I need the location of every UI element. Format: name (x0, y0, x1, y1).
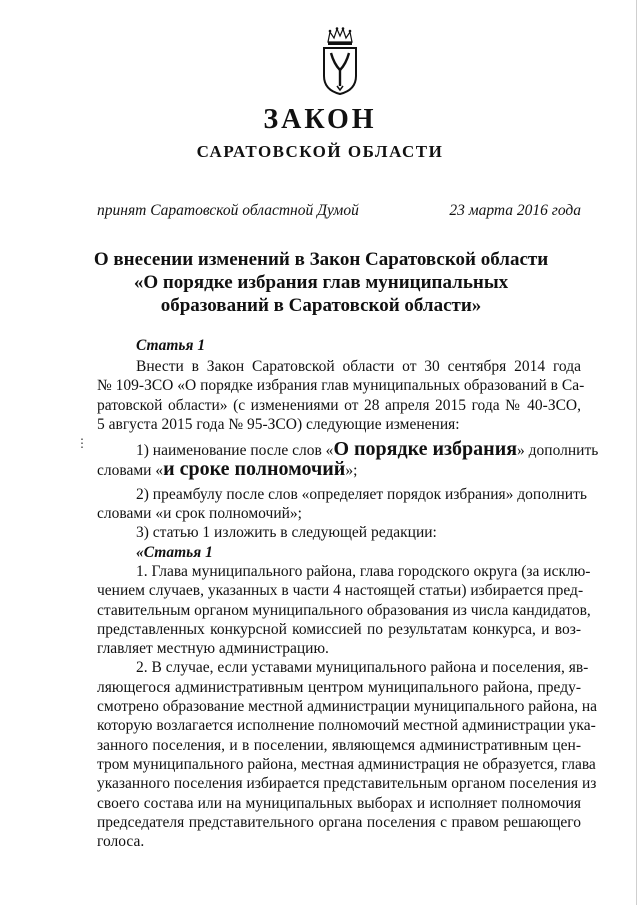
item1-text: 1) наименование после слов « (136, 442, 334, 460)
item2-line: 2) преамбулу после слов «определяет порядок избрания» дополнить (136, 485, 587, 503)
intro-line: № 109-ЗСО «О порядке избрания глав муниципальных образований в Са- (97, 377, 585, 395)
region-name: САРАТОВСКОЙ ОБЛАСТИ (196, 142, 444, 161)
margin-mark: ⋮ (76, 436, 88, 450)
item1-emphasis: и сроке полномочий (163, 458, 346, 481)
para2-line: своего состава или на муниципальных выборах и исполняет полномочия (97, 794, 581, 812)
para1-line: представленных конкурсной комиссией по результатам конкурса, и воз- (97, 620, 581, 638)
article-heading: Статья 1 (136, 337, 206, 354)
para2-line: ляющегося административным центром муниципального района, преду- (97, 678, 581, 696)
para1-line: чением случаев, указанных в части 4 настоящей статьи) избирается пред- (97, 582, 584, 600)
document-title (60, 248, 582, 317)
para1-line: 1. Глава муниципального района, глава городского округа (за исклю- (136, 562, 591, 580)
para1-line: главляет местную администрацию. (97, 640, 329, 658)
para2-line: 2. В случае, если уставами муниципального района и поселения, яв- (136, 659, 589, 677)
item1-text: словами « (97, 462, 164, 480)
para2-line: указанного поселения избирается представительным органом поселения из (97, 775, 597, 793)
quoted-article-heading: «Статья 1 (136, 543, 213, 561)
para1-line: ставительным органом муниципального образования из числа кандидатов, (97, 601, 591, 619)
adopted-by: принят Саратовской областной Думой (97, 202, 359, 219)
item1-line (97, 438, 599, 461)
item1-line (97, 460, 581, 480)
article-body (97, 357, 599, 851)
item3-line: 3) статью 1 изложить в следующей редакции: (136, 524, 437, 542)
para2-line: смотрено образование местной администрации муниципального района, на (97, 698, 598, 716)
para2-line: председателя представительного органа поселения с правом решающего (97, 813, 581, 831)
para2-line: которую возлагается исполнение полномочий местной администрации ука- (97, 717, 596, 735)
intro-line: 5 августа 2015 года № 95-ЗСО) следующие изменения: (97, 415, 460, 433)
item2-line: словами «и срок полномочий»; (97, 505, 302, 523)
item1-emphasis: О порядке избрания (333, 438, 518, 461)
item1-text: »; (345, 462, 358, 480)
adoption-date: 23 марта 2016 года (449, 202, 581, 219)
item1-text: » дополнить (517, 442, 599, 460)
document-title-line: «О порядке избрания глав муниципальных (133, 272, 509, 293)
para2-line: тром муниципального района, местная администрация не образуется, глава (97, 755, 596, 773)
para2-line: занного поселения, и в поселении, являющемся административным цен- (97, 736, 581, 754)
coat-of-arms-emblem (321, 26, 359, 96)
intro-line: Внести в Закон Саратовской области от 30 сентября 2014 года (136, 358, 581, 375)
document-title-line: О внесении изменений в Закон Саратовской области (93, 249, 549, 270)
document-title-line: образований в Саратовской области» (160, 295, 482, 316)
intro-line: ратовской области» (с изменениями от 28 апреля 2015 года № 40-ЗСО, (97, 396, 581, 414)
law-title: ЗАКОН (263, 104, 377, 135)
para2-line: голоса. (97, 833, 145, 851)
